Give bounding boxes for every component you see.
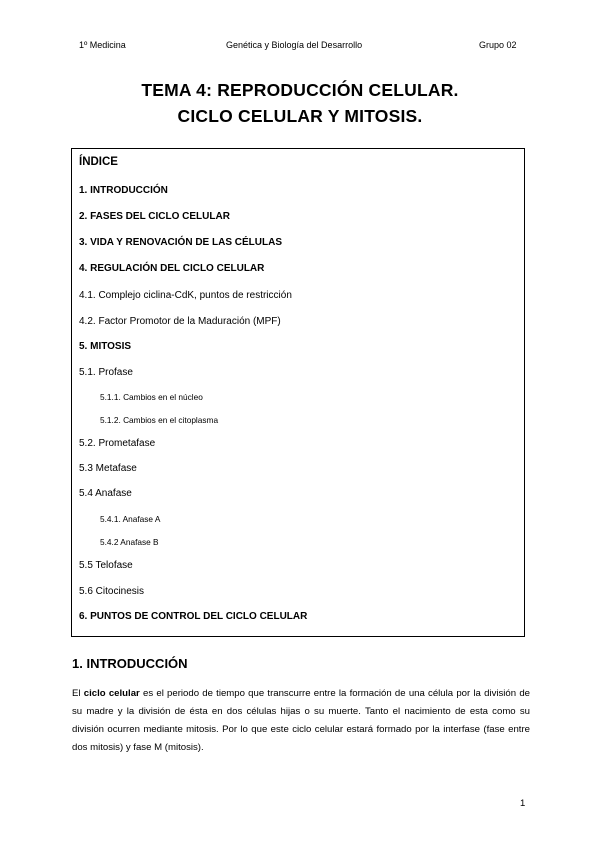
- toc-item: 5.5 Telofase: [79, 560, 133, 571]
- toc-item: 5. MITOSIS: [79, 341, 132, 352]
- para-start: El: [72, 688, 84, 699]
- toc-item: 5.6 Citocinesis: [79, 586, 145, 597]
- table-of-contents: [71, 148, 525, 637]
- header-subject: Genética y Biología del Desarrollo: [226, 40, 363, 50]
- toc-item: 5.1.1. Cambios en el núcleo: [100, 392, 203, 402]
- toc-item: 5.4.2 Anafase B: [100, 537, 159, 547]
- toc-item: 5.4 Anafase: [79, 488, 132, 499]
- toc-heading: ÍNDICE: [79, 156, 118, 168]
- toc-item: 3. VIDA Y RENOVACIÓN DE LAS CÉLULAS: [79, 237, 282, 248]
- para-rest: es el periodo de tiempo que transcurre entre la formación de una célula por la división de su madre y la división de ésta en dos células hijas o su muerte. Tanto el nacimiento de esta como su división ocurren mediante mitosis. Por lo que este ciclo celular estará formado por la interfase (fase entre dos mitosis) y fase M (mitosis).: [72, 688, 530, 753]
- toc-item: 5.3 Metafase: [79, 463, 137, 474]
- toc-item: 5.1.2. Cambios en el citoplasma: [100, 415, 219, 425]
- para-term: ciclo celular: [83, 688, 140, 699]
- toc-item: 1. INTRODUCCIÓN: [79, 185, 168, 196]
- toc-item: 4.2. Factor Promotor de la Maduración (MPF): [79, 316, 281, 327]
- toc-item: 4.1. Complejo ciclina-CdK, puntos de restricción: [79, 290, 292, 301]
- page-number: 1: [520, 798, 526, 809]
- toc-item: 5.1. Profase: [79, 367, 133, 378]
- header-group: Grupo 02: [479, 40, 517, 50]
- document-title: TEMA 4: REPRODUCCIÓN CELULAR.: [141, 80, 459, 100]
- toc-item: 6. PUNTOS DE CONTROL DEL CICLO CELULAR: [79, 611, 308, 622]
- section-heading: 1. INTRODUCCIÓN: [72, 656, 188, 671]
- toc-item: 2. FASES DEL CICLO CELULAR: [79, 211, 230, 222]
- document-subtitle: CICLO CELULAR Y MITOSIS.: [177, 106, 423, 126]
- header-course: 1º Medicina: [79, 40, 126, 50]
- toc-item: 5.4.1. Anafase A: [100, 514, 161, 524]
- toc-item: 4. REGULACIÓN DEL CICLO CELULAR: [79, 263, 265, 274]
- toc-item: 5.2. Prometafase: [79, 438, 156, 449]
- intro-paragraph: [72, 685, 530, 757]
